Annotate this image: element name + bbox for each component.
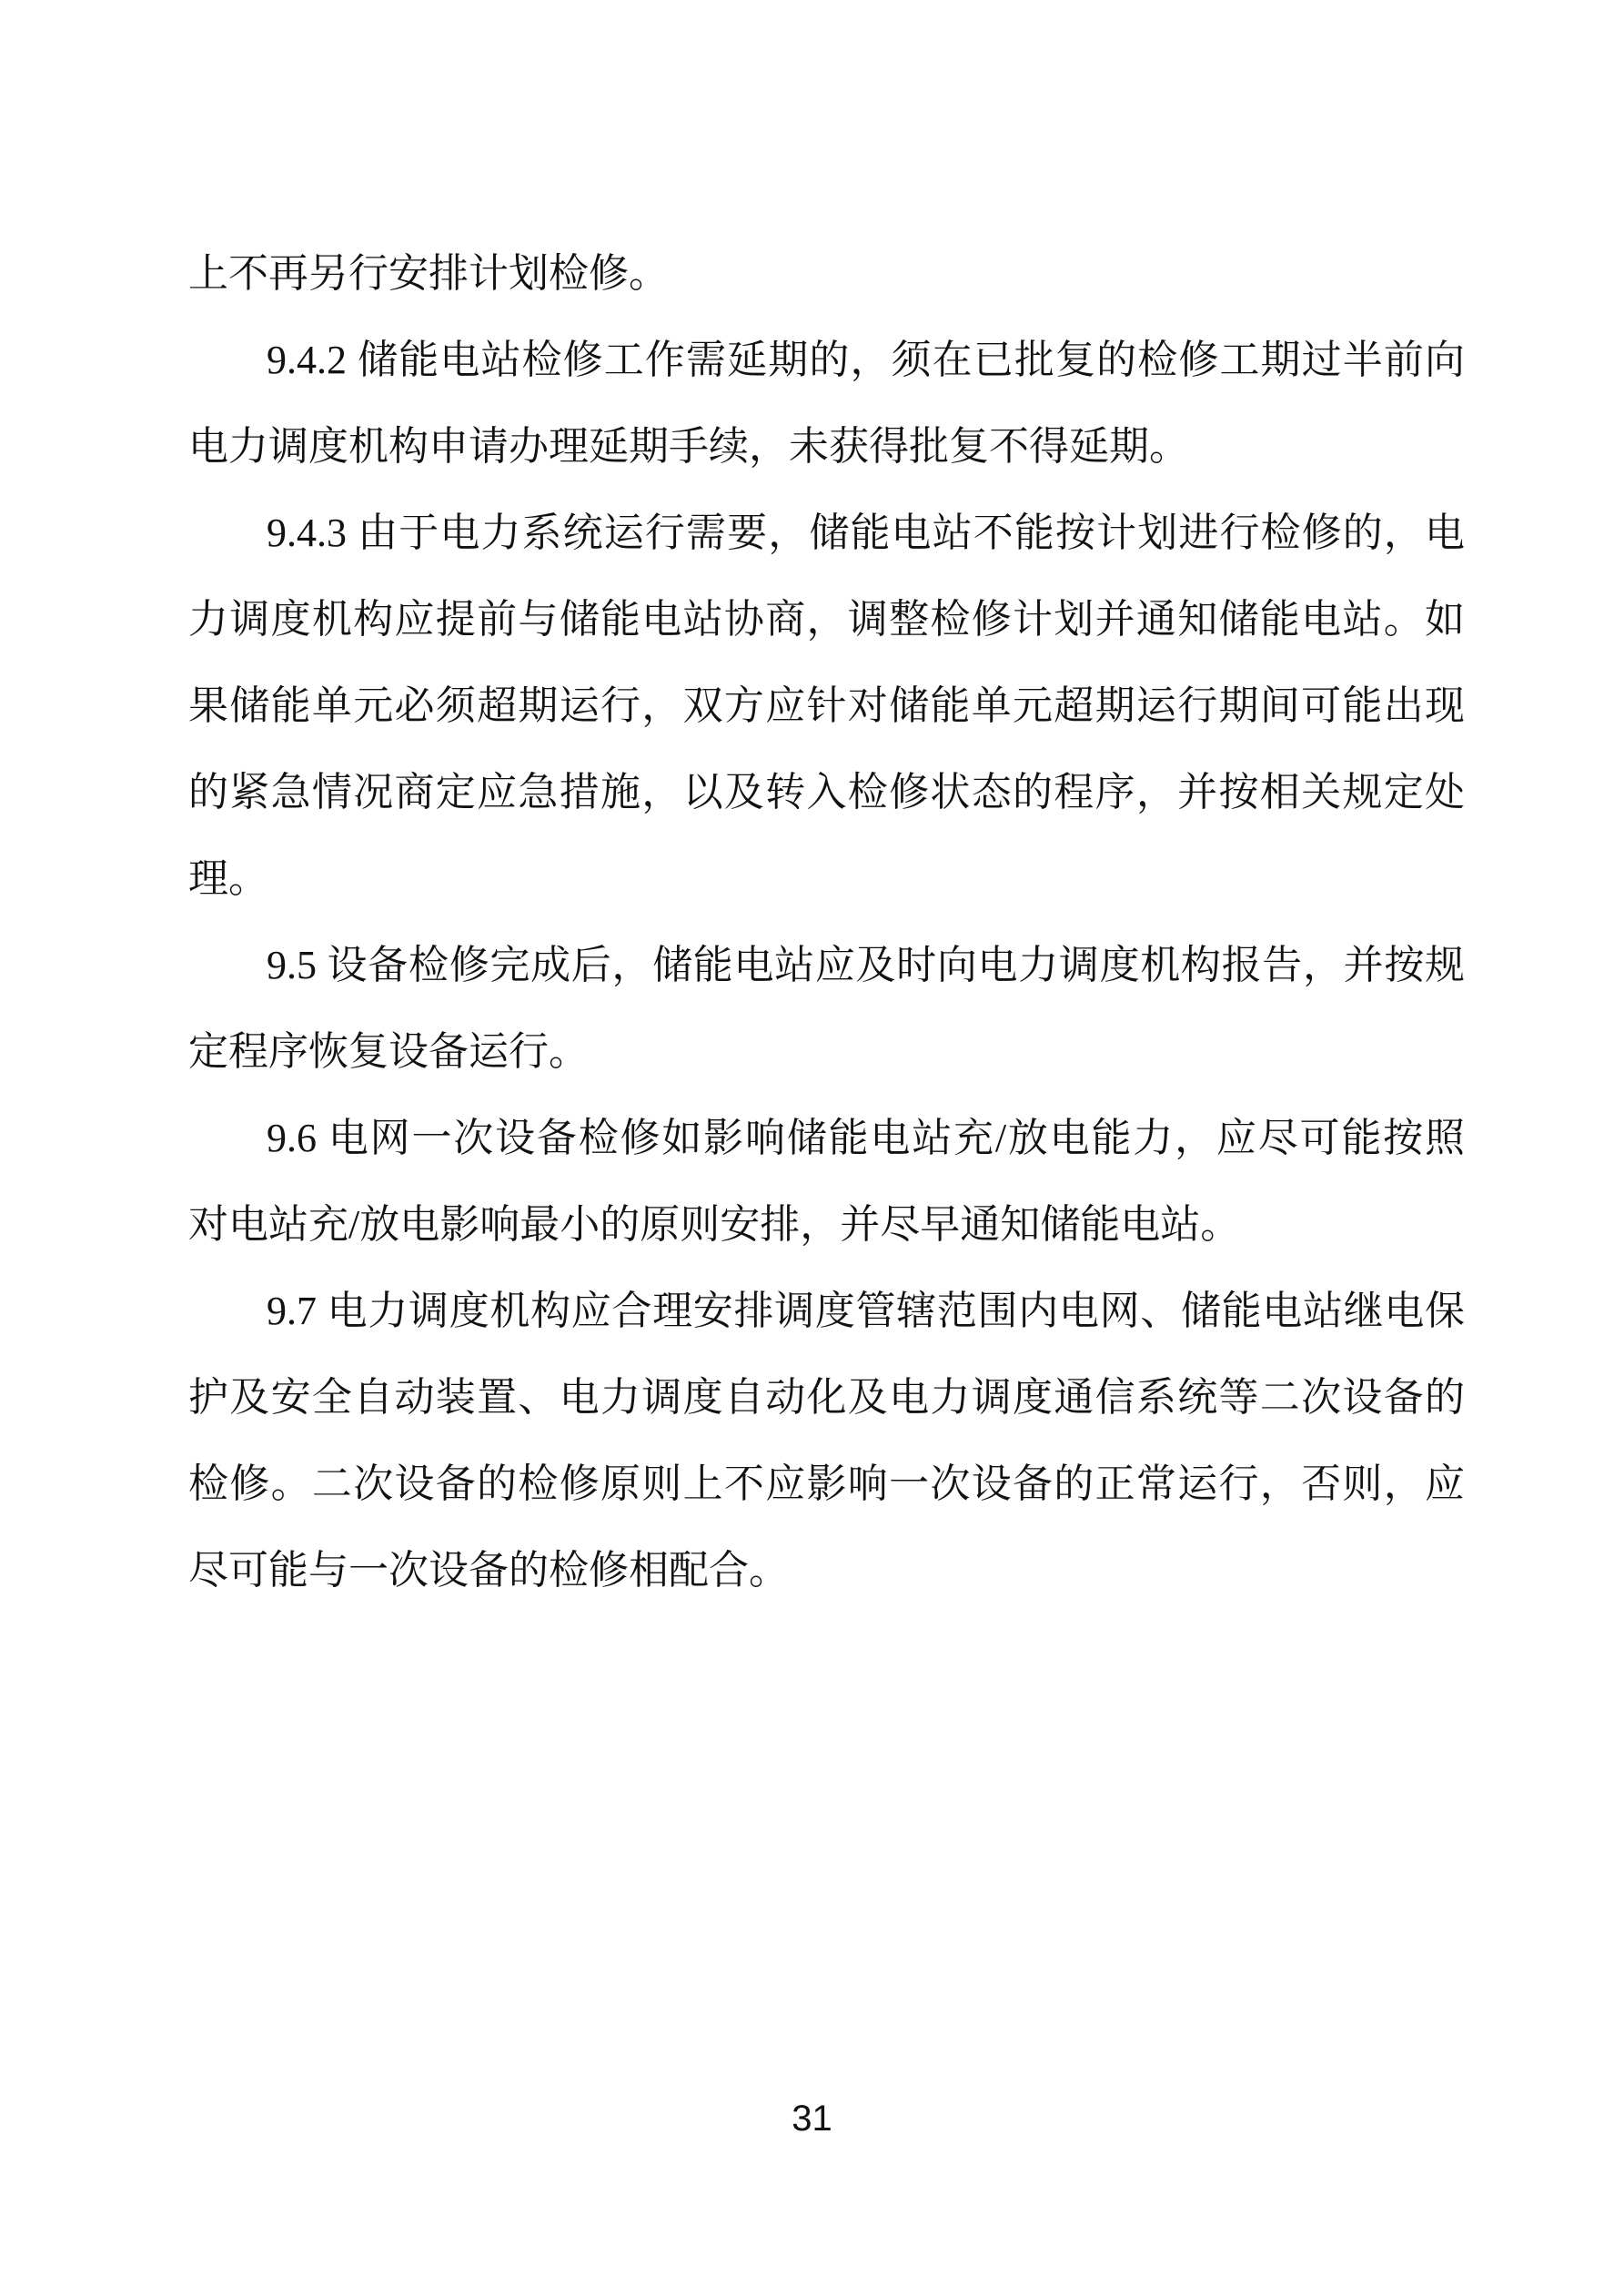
- text-line: 的紧急情况商定应急措施，以及转入检修状态的程序，并按相关规定处: [188, 770, 1465, 814]
- text-line: 尽可能与一次设备的检修相配合。: [188, 1548, 789, 1593]
- text-line: 电力调度机构申请办理延期手续，未获得批复不得延期。: [188, 424, 1189, 469]
- text-line: 9.5 设备检修完成后，储能电站应及时向电力调度机构报告，并按规: [267, 943, 1465, 987]
- document-body: [188, 230, 1465, 1613]
- text-line: 9.6 电网一次设备检修如影响储能电站充/放电能力，应尽可能按照: [267, 1116, 1465, 1160]
- text-line: 对电站充/放电影响最小的原则安排，并尽早通知储能电站。: [188, 1202, 1241, 1247]
- text-line: 果储能单元必须超期运行，双方应针对储能单元超期运行期间可能出现: [188, 683, 1465, 728]
- text-line: 护及安全自动装置、电力调度自动化及电力调度通信系统等二次设备的: [188, 1375, 1465, 1420]
- text-line: 9.7 电力调度机构应合理安排调度管辖范围内电网、储能电站继电保: [267, 1289, 1465, 1333]
- text-line: 检修。二次设备的检修原则上不应影响一次设备的正常运行，否则，应: [188, 1462, 1465, 1506]
- text-line: 理。: [188, 856, 268, 901]
- text-line: 定程序恢复设备运行。: [188, 1029, 589, 1074]
- text-line: 9.4.2 储能电站检修工作需延期的，须在已批复的检修工期过半前向: [267, 338, 1465, 382]
- text-line: 力调度机构应提前与储能电站协商，调整检修计划并通知储能电站。如: [188, 597, 1465, 642]
- page-number: 31: [792, 2099, 832, 2139]
- text-line: 上不再另行安排计划检修。: [188, 251, 669, 296]
- text-line: 9.4.3 由于电力系统运行需要，储能电站不能按计划进行检修的，电: [267, 511, 1465, 555]
